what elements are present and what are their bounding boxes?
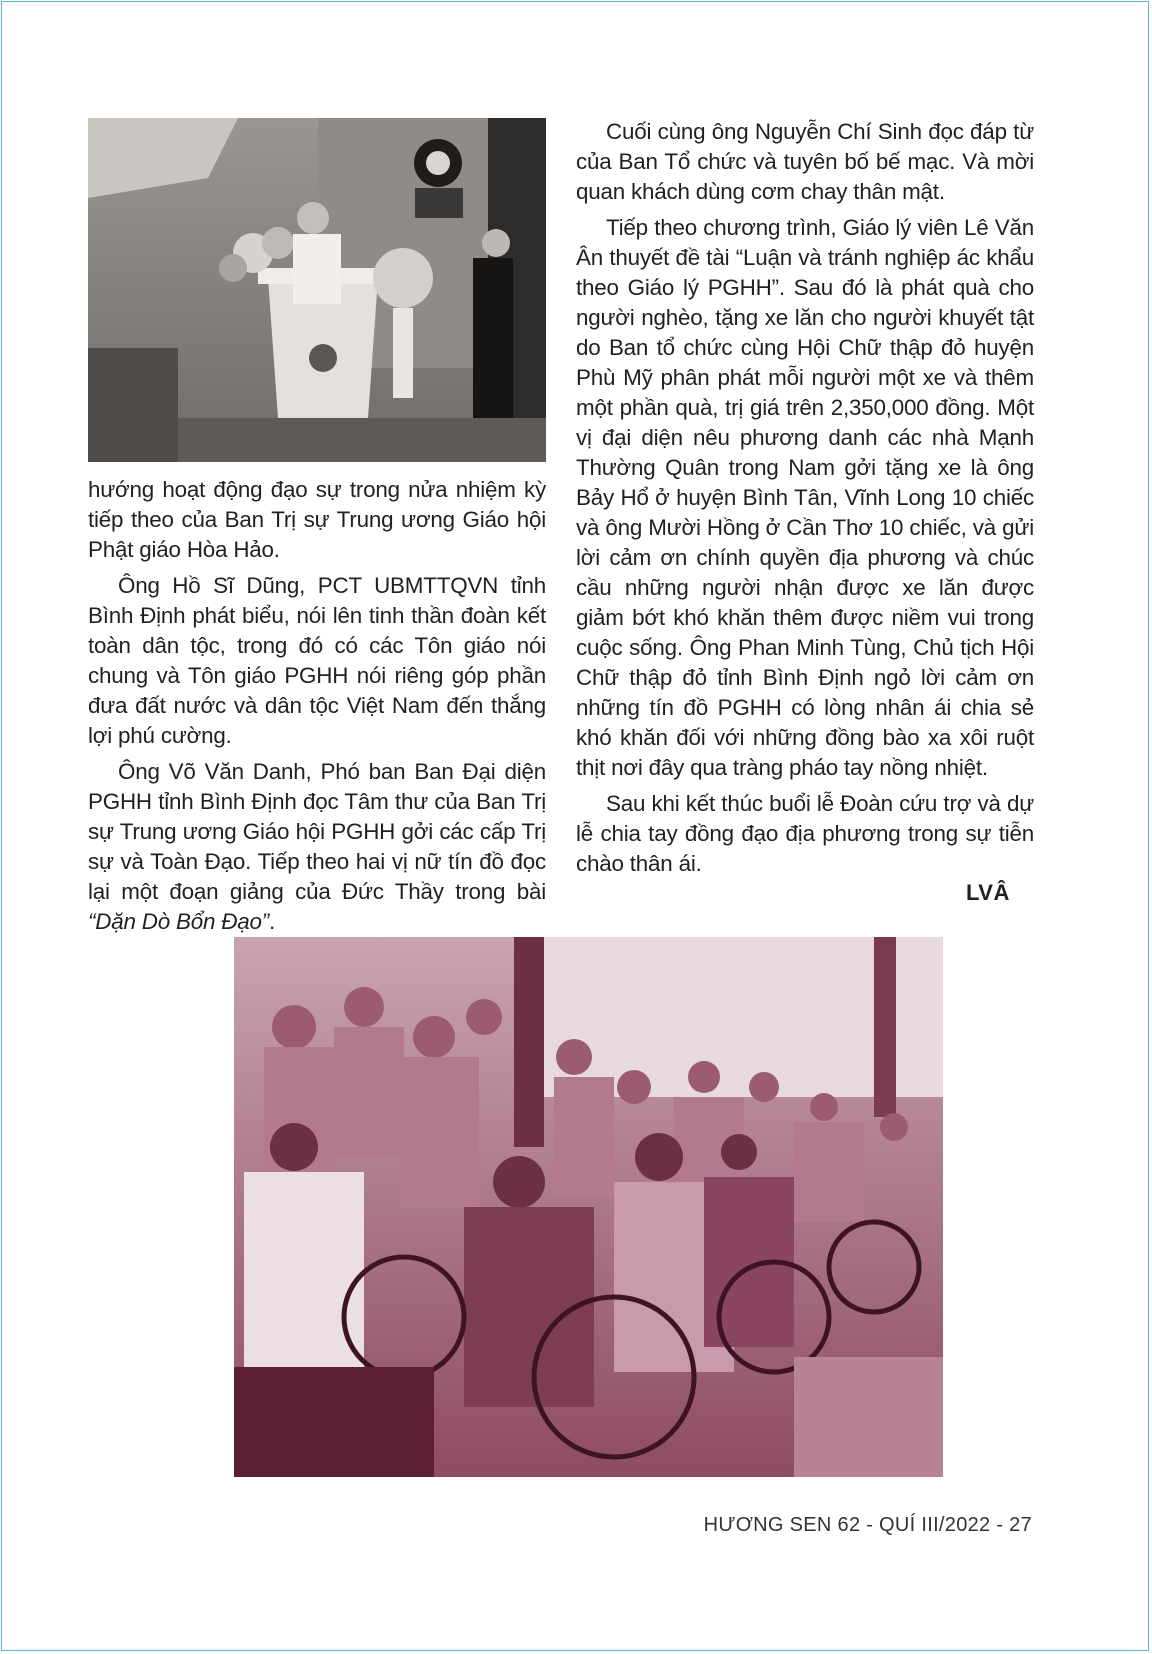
left-paragraph-1: hướng hoạt động đạo sự trong nửa nhiệm kỳ tiếp theo của Ban Trị sự Trung ương Giáo hội Phật giáo Hòa Hảo.	[88, 477, 546, 562]
left-paragraph-3-text: Ông Võ Văn Danh, Phó ban Ban Đại diện PGHH tỉnh Bình Định đọc Tâm thư của Ban Trị sự Trung ương Giáo hội PGHH gởi các cấp Trị sự và Toàn Đạo. Tiếp theo hai vị nữ tín đồ đọc lại một đoạn giảng của Đức Thầy trong bài	[88, 759, 546, 904]
right-paragraph-3: Sau khi kết thúc buổi lễ Đoàn cứu trợ và dự lễ chia tay đồng đạo địa phương trong sự tiễn chào thân ái.	[576, 791, 1034, 876]
page-footer: HƯƠNG SEN 62 - QUÍ III/2022 - 27	[703, 1514, 1032, 1536]
right-paragraph-1: Cuối cùng ông Nguyễn Chí Sinh đọc đáp từ của Ban Tổ chức và tuyên bố bế mạc. Và mời quan khách dùng cơm chay thân mật.	[576, 119, 1034, 204]
author-signature: LVÂ	[966, 880, 1010, 905]
ceremony-speaker-photo	[88, 118, 546, 462]
right-paragraph-2: Tiếp theo chương trình, Giáo lý viên Lê Văn Ân thuyết đề tài “Luận và tránh nghiệp ác khẩu theo Giáo lý PGHH”. Sau đó là phát quà cho người nghèo, tặng xe lăn cho người khuyết tật do Ban tổ chức cùng Hội Chữ thập đỏ huyện Phù Mỹ phân phát mỗi người một xe và thêm một phần quà, trị giá trên 2,350,000 đồng. Một vị đại diện nêu phương danh các nhà Mạnh Thường Quân trong Nam gởi tặng xe là ông Bảy Hổ ở huyện Bình Tân, Vĩnh Long 10 chiếc và ông Mười Hồng ở Cần Thơ 10 chiếc, và gửi lời cảm ơn chính quyền địa phương và chúc cầu những người nhận được xe lăn được giảm bớt khó khăn thêm được niềm vui trong cuộc sống. Ông Phan Minh Tùng, Chủ tịch Hội Chữ thập đỏ tỉnh Bình Định ngỏ lời cảm ơn những tín đồ PGHH có lòng nhân ái chia sẻ khó khăn đối với những đồng bào xa xôi ruột thịt nơi đây qua tràng pháo tay nồng nhiệt.	[576, 215, 1034, 780]
left-paragraph-3-end: .	[269, 909, 276, 934]
sermon-title: “Dặn Dò Bổn Đạo”	[88, 909, 269, 934]
wheelchair-recipients-photo	[234, 937, 943, 1477]
right-column-text	[576, 117, 1034, 879]
left-paragraph-2: Ông Hồ Sĩ Dũng, PCT UBMTTQVN tỉnh Bình Định phát biểu, nói lên tinh thần đoàn kết toàn dân tộc, trong đó có các Tôn giáo nói chung và Tôn giáo PGHH nói riêng góp phần đưa đất nước và dân tộc Việt Nam đến thắng lợi phú cường.	[88, 573, 546, 748]
left-column-text	[88, 475, 546, 937]
left-paragraph-3	[88, 757, 546, 937]
